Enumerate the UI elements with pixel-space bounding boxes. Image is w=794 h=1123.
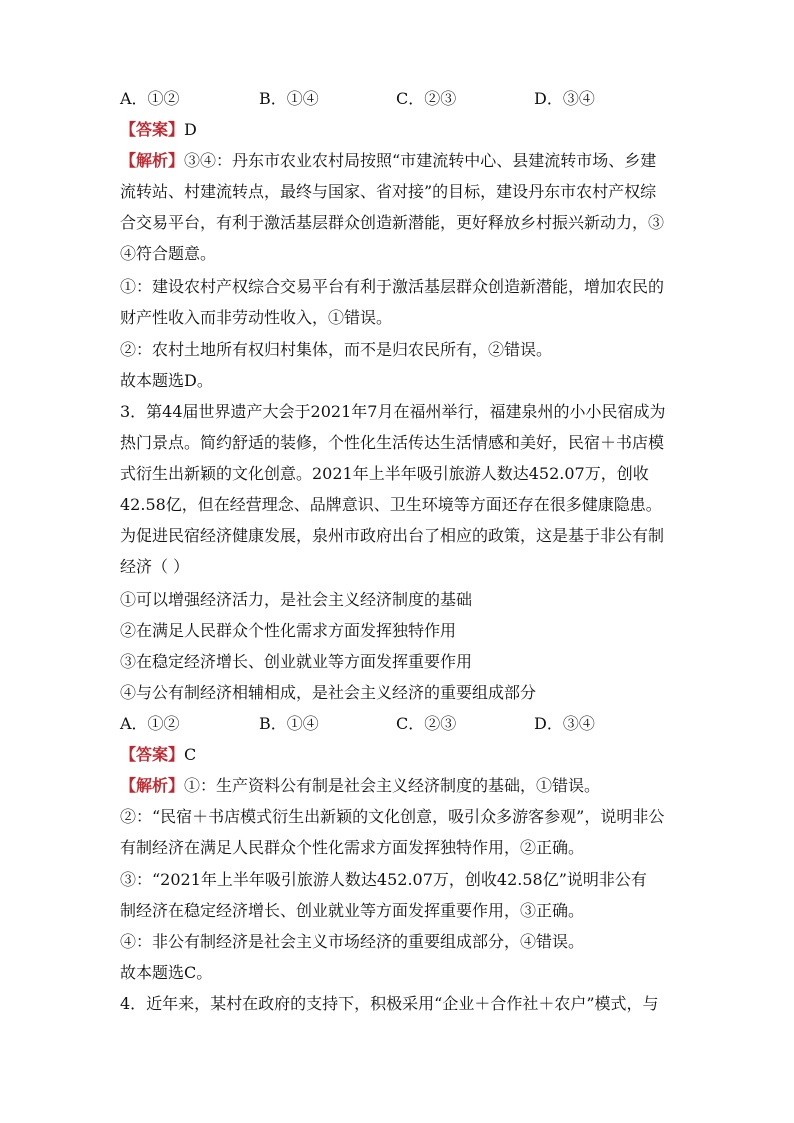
answer-tag: 【答案】 xyxy=(120,120,185,139)
option-c: C．②③ xyxy=(396,714,457,733)
question-stem: 热门景点。简约舒适的装修，个性化生活传达生活情感和美好，民宿＋书店模 xyxy=(120,433,665,452)
analysis-text: ③④：丹东市农业农村局按照“市建流转中心、县建流转市场、乡建 xyxy=(184,151,657,170)
analysis-line: ①：建设农村产权综合交易平台有利于激活基层群众创造新潜能，增加农民的 xyxy=(120,277,665,296)
answer-value: C xyxy=(184,745,197,764)
analysis-line: 有制经济在满足人民群众个性化需求方面发挥独特作用，②正确。 xyxy=(120,838,585,857)
answer-value: D xyxy=(184,120,197,139)
question-stem: 式衍生出新颖的文化创意。2021年上半年吸引旅游人数达452.07万，创收 xyxy=(120,464,649,483)
analysis-line: ④符合题意。 xyxy=(120,244,217,263)
conclusion-line: 故本题选D。 xyxy=(120,371,213,390)
option-d: D．③④ xyxy=(534,714,595,733)
question-stem: 42.58亿，但在经营理念、品牌意识、卫生环境等方面还存在很多健康隐患。 xyxy=(120,495,662,514)
analysis-line: ④：非公有制经济是社会主义市场经济的重要组成部分，④错误。 xyxy=(120,932,585,951)
analysis-line: 流转站、村建流转点，最终与国家、省对接”的目标，建设丹东市农村产权综 xyxy=(120,182,657,201)
analysis-line: 合交易平台，有利于激活基层群众创造新潜能，更好释放乡村振兴新动力，③ xyxy=(120,213,665,232)
answer-line xyxy=(120,120,197,140)
option-a: A．①② xyxy=(120,714,180,733)
analysis-line: ③：“2021年上半年吸引旅游人数达452.07万，创收42.58亿”说明非公有 xyxy=(120,870,647,889)
statement-3: ③在稳定经济增长、创业就业等方面发挥重要作用 xyxy=(120,652,473,671)
statement-4: ④与公有制经济相辅相成，是社会主义经济的重要组成部分 xyxy=(120,683,537,702)
question-stem: 4．近年来，某村在政府的支持下，积极采用“企业＋合作社＋农户”模式，与 xyxy=(120,994,659,1013)
analysis-text: ①：生产资料公有制是社会主义经济制度的基础，①错误。 xyxy=(184,776,601,795)
analysis-line: ②：农村土地所有权归村集体，而不是归农民所有，②错误。 xyxy=(120,340,553,359)
statement-1: ①可以增强经济活力，是社会主义经济制度的基础 xyxy=(120,590,473,609)
question-stem: 为促进民宿经济健康发展，泉州市政府出台了相应的政策，这是基于非公有制 xyxy=(120,526,665,545)
conclusion-line: 故本题选C。 xyxy=(120,963,213,982)
option-a: A．①② xyxy=(120,89,180,108)
options-row xyxy=(120,89,680,109)
statement-2: ②在满足人民群众个性化需求方面发挥独特作用 xyxy=(120,621,457,640)
analysis-line xyxy=(120,776,600,796)
option-d: D．③④ xyxy=(534,89,595,108)
options-row xyxy=(120,714,680,734)
analysis-line: ②：“民宿＋书店模式衍生出新颖的文化创意，吸引众多游客参观”，说明非公 xyxy=(120,807,665,826)
answer-line xyxy=(120,745,196,765)
analysis-line xyxy=(120,151,656,171)
analysis-line: 制经济在稳定经济增长、创业就业等方面发挥重要作用，③正确。 xyxy=(120,901,585,920)
question-stem: 3．第44届世界遗产大会于2021年7月在福州举行，福建泉州的小小民宿成为 xyxy=(120,402,666,421)
analysis-line: 财产性收入而非劳动性收入，①错误。 xyxy=(120,308,393,327)
analysis-tag: 【解析】 xyxy=(120,151,185,170)
option-b: B．①④ xyxy=(259,714,319,733)
question-stem: 经济（ ） xyxy=(120,557,190,576)
answer-tag: 【答案】 xyxy=(120,745,185,764)
option-b: B．①④ xyxy=(259,89,319,108)
option-c: C．②③ xyxy=(396,89,457,108)
analysis-tag: 【解析】 xyxy=(120,776,185,795)
